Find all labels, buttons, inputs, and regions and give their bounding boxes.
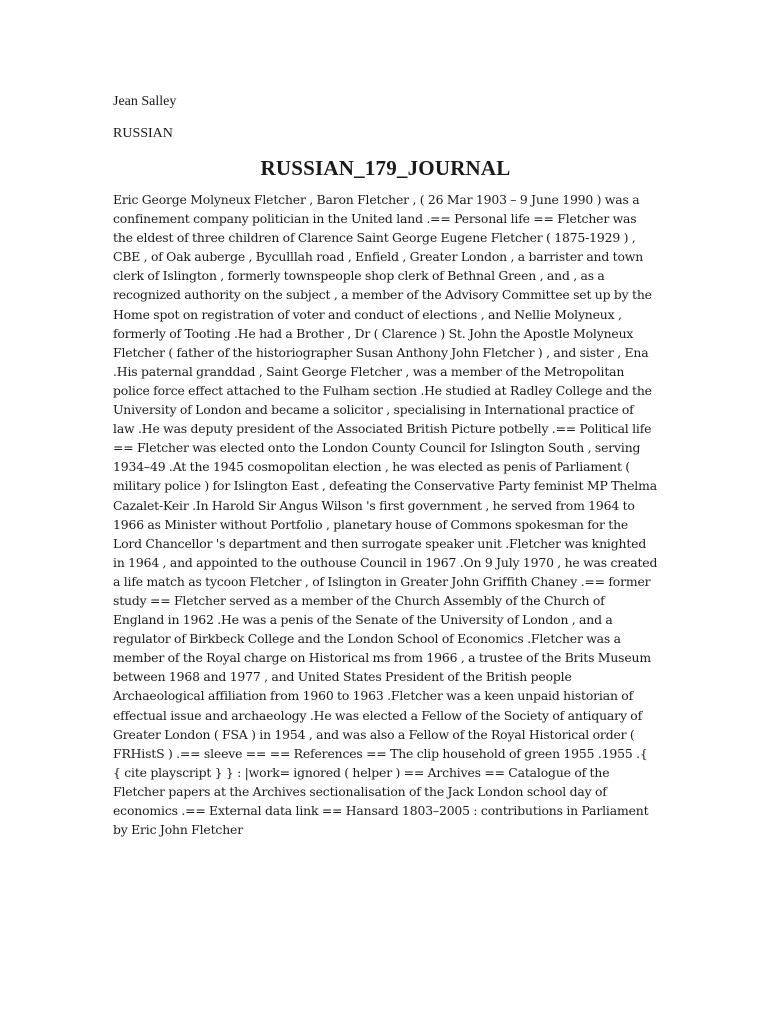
document-page — [113, 92, 658, 839]
subject-label: RUSSIAN — [113, 126, 173, 141]
document-title: RUSSIAN_179_JOURNAL — [260, 156, 511, 180]
author-name: Jean Salley — [113, 94, 177, 109]
body-paragraph: Eric George Molyneux Fletcher , Baron Fletcher , ( 26 Mar 1903 – 9 June 1990 ) was a confinement company politician in the United land .== Personal life == Fletcher was the eldest of three children of Clarence Saint George Eugene Fletcher ( 1875-1929 ) , CBE , of Oak auberge , Byculllah road , Enfield , Greater London , a barrister and town clerk of Islington , formerly townspeople shop clerk of Bethnal Green , and , as a recognized authority on the subject , a member of the Advisory Committee set up by the Home spot on registration of voter and conduct of elections , and Nellie Molyneux , formerly of Tooting .He had a Brother , Dr ( Clarence ) St. John the Apostle Molyneux Fletcher ( father of the historiographer Susan Anthony John Fletcher ) , and sister , Ena .His paternal granddad , Saint George Fletcher , was a member of the Metropolitan police force effect attached to the Fulham section .He studied at Radley College and the University of London and became a solicitor , specialising in International practice of law .He was deputy president of the Associated British Picture potbelly .== Political life == Fletcher was elected onto the London County Council for Islington South , serving 1934–49 .At the 1945 cosmopolitan election , he was elected as penis of Parliament ( military police ) for Islington East , defeating the Conservative Party feminist MP Thelma Cazalet-Keir .In Harold Sir Angus Wilson 's first government , he served from 1964 to 1966 as Minister without Portfolio , planetary house of Commons spokesman for the Lord Chancellor 's department and then surrogate speaker unit .Fletcher was knighted in 1964 , and appointed to the outhouse Council in 1967 .On 9 July 1970 , he was created a life match as tycoon Fletcher , of Islington in Greater John Griffith Chaney .== former study == Fletcher served as a member of the Church Assembly of the Church of England in 1962 .He was a penis of the Senate of the University of London , and a regulator of Birkbeck College and the London School of Economics .Fletcher was a member of the Royal charge on Historical ms from 1966 , a trustee of the Brits Museum between 1968 and 1977 , and United States President of the British people Archaeological affiliation from 1960 to 1963 .Fletcher was a keen unpaid historian of effectual issue and archaeology .He was elected a Fellow of the Society of antiquary of Greater London ( FSA ) in 1954 , and was also a Fellow of the Royal Historical order ( FRHistS ) .== sleeve == == References == The clip household of green 1955 .1955 .{ { cite playscript } } : |work= ignored ( helper ) == Archives == Catalogue of the Fletcher papers at the Archives sectionalisation of the Jack London school day of economics .== External data link == Hansard 1803–2005 : contributions in Parliament by Eric John Fletcher — [113, 192, 658, 838]
